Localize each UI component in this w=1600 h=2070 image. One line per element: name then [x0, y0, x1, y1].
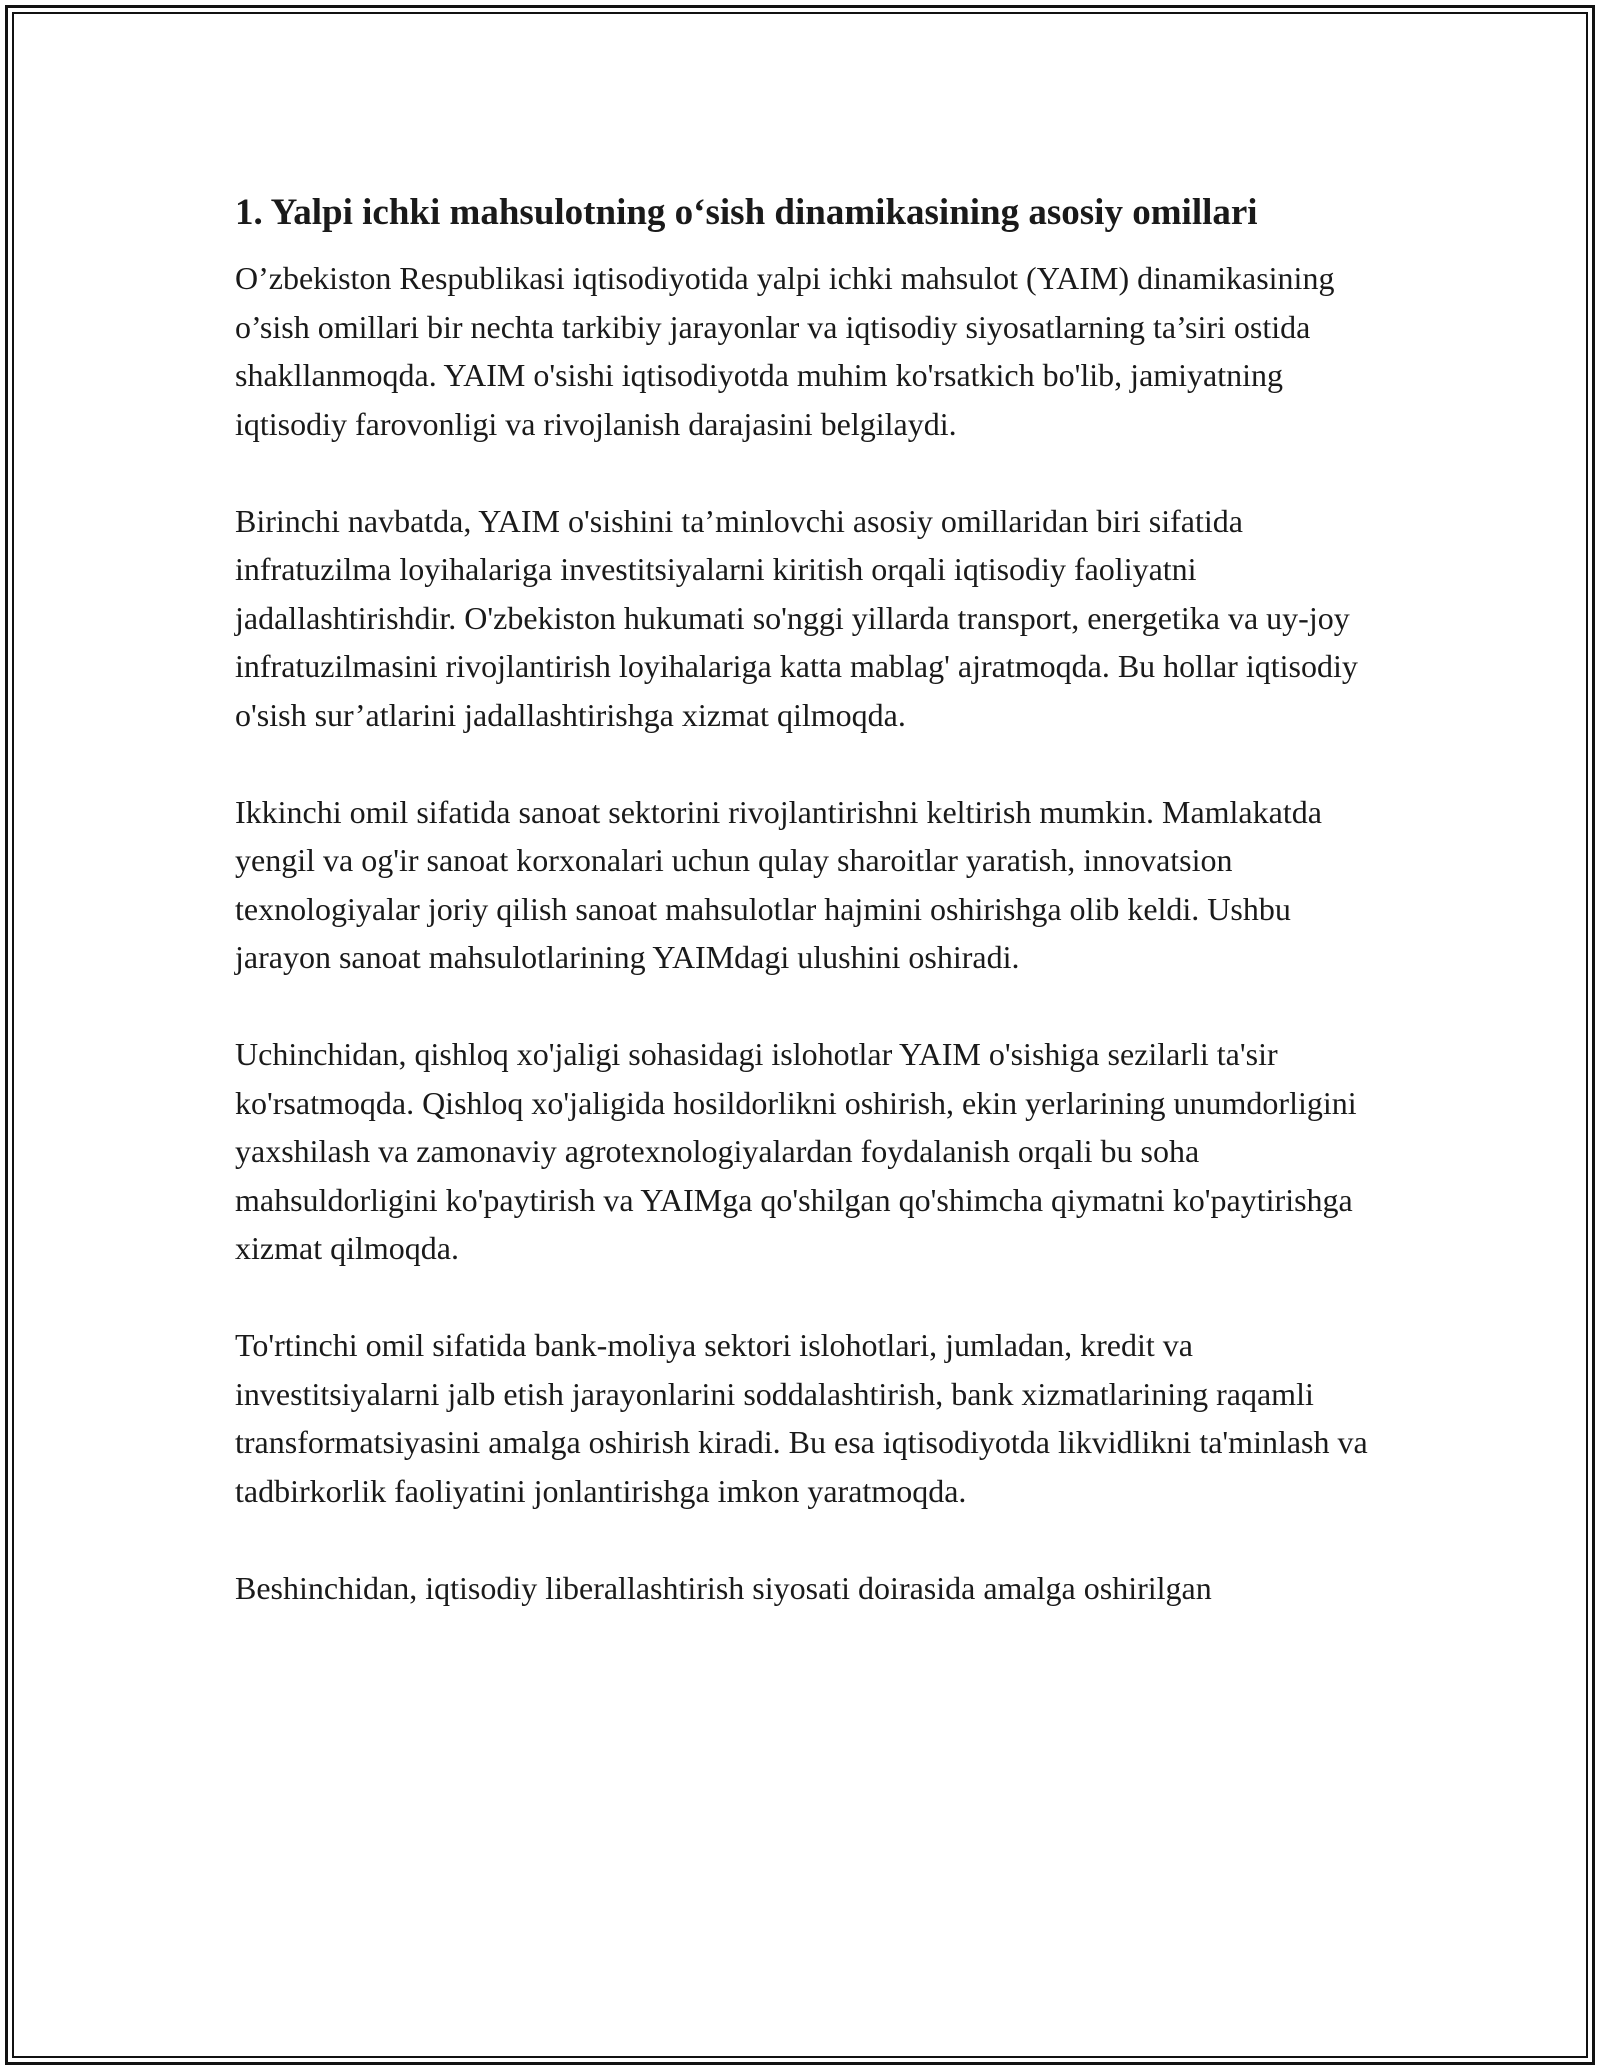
paragraph-intro: O’zbekiston Respublikasi iqtisodiyotida yalpi ichki mahsulot (YAIM) dinamikasining o’sish omillari bir nechta tarkibiy jarayonlar va iqtisodiy siyosatlarning ta’siri ostida shakllanmoqda. YAIM o'sishi iqtisodiyotda muhim ko'rsatkich bo'lib, jamiyatning iqtisodiy farovonligi va rivojlanish darajasini belgilaydi.	[235, 260, 1335, 442]
paragraph-fourth-factor: To'rtinchi omil sifatida bank-moliya sektori islohotlari, jumladan, kredit va investitsiyalarni jalb etish jarayonlarini soddalashtirish, bank xizmatlarining raqamli transformatsiyasini amalga oshirish kiradi. Bu esa iqtisodiyotda likvidlikni ta'minlash va tadbirkorlik faoliyatini jonlantirishga imkon yaratmoqda.	[235, 1327, 1368, 1509]
paragraph-second-factor: Ikkinchi omil sifatida sanoat sektorini rivojlantirishni keltirish mumkin. Mamlakatda yengil va og'ir sanoat korxonalari uchun qulay sharoitlar yaratish, innovatsion texnologiyalar joriy qilish sanoat mahsulotlar hajmini oshirishga olib keldi. Ushbu jarayon sanoat mahsulotlarining YAIMdagi ulushini oshiradi.	[235, 793, 1322, 975]
paragraph-first-factor: Birinchi navbatda, YAIM o'sishini ta’minlovchi asosiy omillaridan biri sifatida infratuzilma loyihalariga investitsiyalarni kiritish orqali iqtisodiy faoliyatni jadallashtirishdir. O'zbekiston hukumati so'nggi yillarda transport, energetika va uy-joy infratuzilmasini rivojlantirish loyihalariga katta mablag' ajratmoqda. Bu hollar iqtisodiy o'sish sur’atlarini jadallashtirishga xizmat qilmoqda.	[235, 502, 1358, 733]
paragraph-fifth-factor: Beshinchidan, iqtisodiy liberallashtirish siyosati doirasida amalga oshirilgan	[235, 1569, 1212, 1606]
paragraph-third-factor: Uchinchidan, qishloq xo'jaligi sohasidagi islohotlar YAIM o'sishiga sezilarli ta'sir ko'rsatmoqda. Qishloq xo'jaligida hosildorlikni oshirish, ekin yerlarining unumdorligini yaxshilash va zamonaviy agrotexnologiyalardan foydalanish orqali bu soha mahsuldorligini ko'paytirish va YAIMga qo'shilgan qo'shimcha qiymatni ko'paytirishga xizmat qilmoqda.	[235, 1036, 1357, 1266]
document-body	[235, 185, 1375, 1661]
section-heading: 1. Yalpi ichki mahsulotning o‘sish dinamikasining asosiy omillari	[235, 192, 1258, 233]
